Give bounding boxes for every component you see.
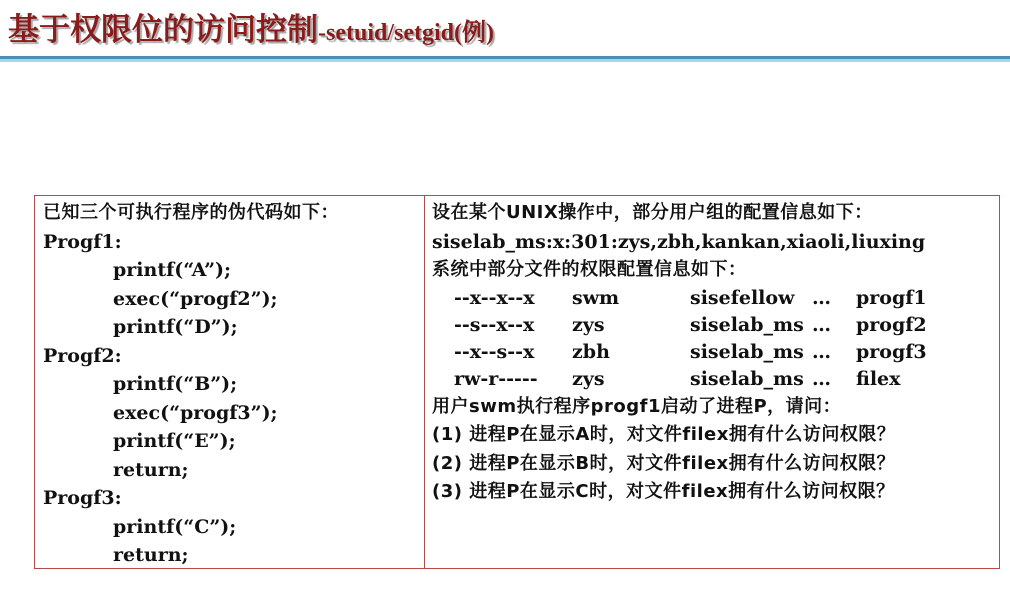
question-3: (3) 进程P在显示C时，对文件filex拥有什么访问权限？	[432, 481, 895, 502]
file-name: progf2	[856, 313, 927, 336]
file-owner: swm	[572, 286, 620, 309]
slide-title	[8, 12, 494, 51]
code-line: Progf3:	[43, 487, 122, 509]
file-group: siselab_ms	[690, 313, 804, 336]
code-line: return;	[113, 458, 189, 481]
code-line: printf(“D”);	[113, 316, 238, 338]
content-table	[34, 195, 1000, 569]
scenario-text: 用户swm执行程序progf1启动了进程P，请问：	[432, 395, 842, 417]
file-name: filex	[856, 367, 901, 390]
code-line: exec(“progf2”);	[113, 287, 278, 310]
file-owner: zys	[572, 367, 605, 390]
file-ellipsis: …	[812, 367, 831, 390]
file-perm-row	[432, 366, 999, 393]
file-ellipsis: …	[812, 313, 831, 336]
slide-title-suffix: -setuid/setgid(例)	[318, 20, 494, 46]
file-group: siselab_ms	[690, 367, 804, 390]
code-line: Progf1:	[43, 230, 122, 253]
question-1: (1) 进程P在显示A时，对文件filex拥有什么访问权限？	[432, 424, 896, 445]
perm-config-intro: 系统中部分文件的权限配置信息如下：	[432, 259, 747, 280]
code-line: Progf2:	[43, 344, 122, 367]
config-column	[425, 196, 999, 568]
file-name: progf1	[856, 286, 927, 309]
file-perm-row	[432, 312, 999, 339]
pseudocode-column	[35, 196, 425, 568]
code-line: return;	[113, 544, 189, 566]
slide-title-main: 基于权限位的访问控制	[8, 12, 318, 48]
file-perm-row	[432, 285, 999, 312]
group-config-intro: 设在某个UNIX操作中，部分用户组的配置信息如下：	[432, 202, 873, 223]
group-config-line: siselab_ms:x:301:zys,zbh,kankan,xiaoli,liuxing	[432, 230, 926, 253]
code-line: printf(“B”);	[113, 373, 238, 395]
file-mode: rw-r-----	[454, 367, 538, 390]
code-line: printf(“E”);	[113, 430, 236, 452]
file-ellipsis: …	[812, 340, 831, 363]
file-ellipsis: …	[812, 286, 831, 309]
file-mode: --x--s--x	[454, 340, 535, 363]
file-mode: --s--x--x	[454, 313, 535, 336]
file-owner: zbh	[572, 340, 610, 363]
code-line: printf(“A”);	[113, 259, 231, 281]
file-perm-row	[432, 339, 999, 366]
title-underline-light	[0, 59, 1010, 62]
question-2: (2) 进程P在显示B时，对文件filex拥有什么访问权限？	[432, 452, 896, 474]
file-owner: zys	[572, 313, 605, 336]
code-line: exec(“progf3”);	[113, 401, 278, 424]
pseudocode-intro: 已知三个可执行程序的伪代码如下：	[43, 202, 339, 223]
file-group: sisefellow	[690, 286, 795, 309]
file-group: siselab_ms	[690, 340, 804, 363]
file-name: progf3	[856, 340, 927, 363]
file-mode: --x--x--x	[454, 286, 535, 309]
code-line: printf(“C”);	[113, 515, 237, 538]
